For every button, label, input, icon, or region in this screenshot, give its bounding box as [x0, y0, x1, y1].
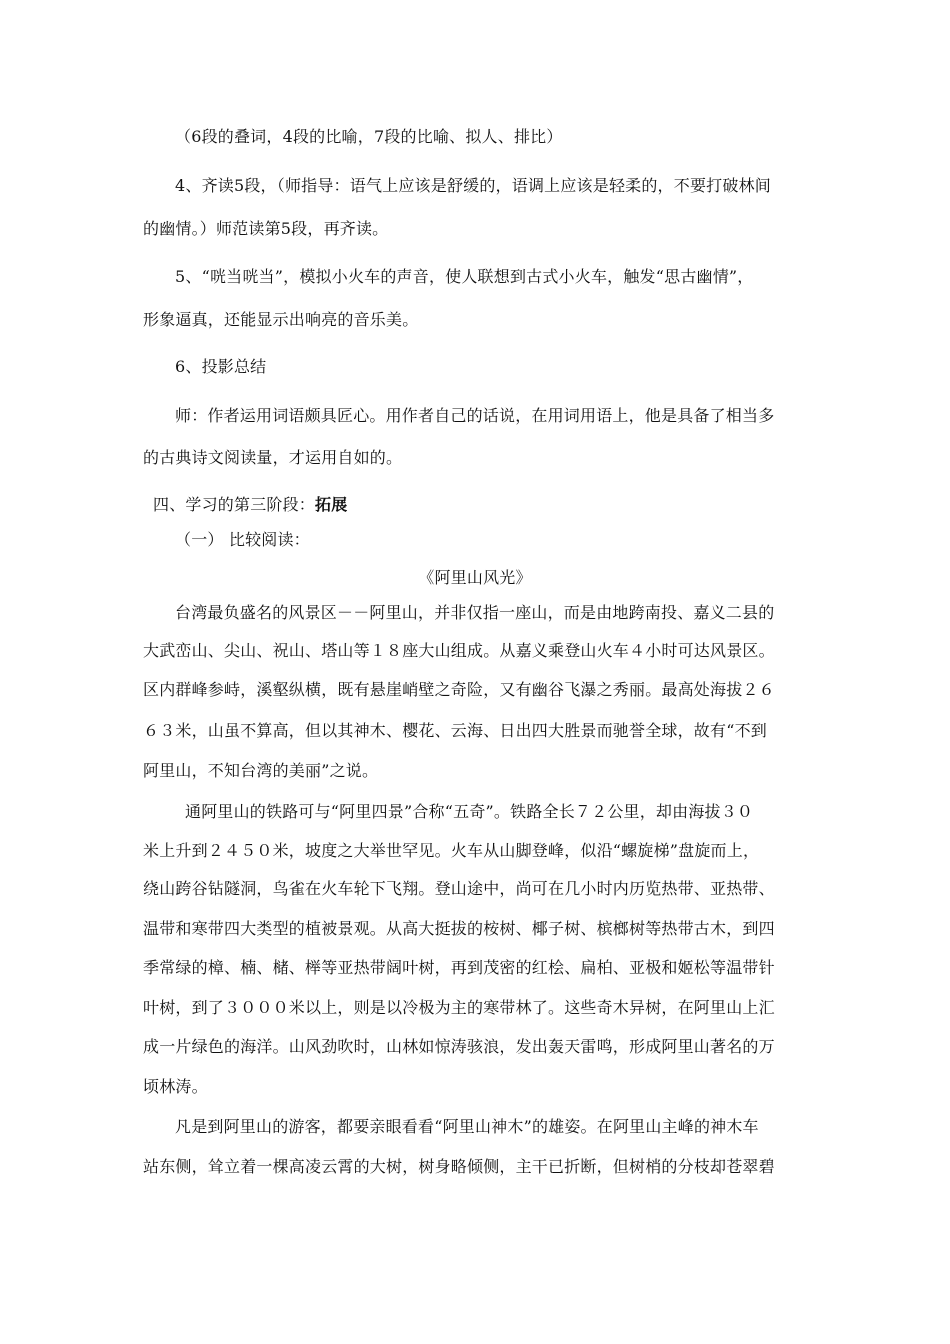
article-paragraph-2-line: 米上升到２４５０米，坡度之大举世罕见。火车从山脚登峰，似沿“螺旋梯”盘旋而上，: [143, 841, 760, 860]
step4-line-2: 的幽情。）师范读第5段，再齐读。: [143, 219, 389, 238]
article-paragraph-3-line: 站东侧，耸立着一棵高凌云霄的大树，树身略倾侧，主干已折断，但树梢的分枝却苍翠碧: [143, 1157, 775, 1176]
step5-line-2: 形象逼真，还能显示出响亮的音乐美。: [143, 310, 419, 329]
article-paragraph-2-line: 通阿里山的铁路可与“阿里四景”合称“五奇”。铁路全长７２公里，却由海拔３０: [185, 802, 754, 821]
article-paragraph-2-line: 绕山跨谷钻隧洞，鸟雀在火车轮下飞翔。登山途中，尚可在几小时内历览热带、亚热带、: [143, 879, 775, 898]
article-paragraph-1-line: ６３米，山虽不算高，但以其神木、樱花、云海、日出四大胜景而驰誉全球，故有“不到: [143, 721, 767, 740]
article-title: 《阿里山风光》: [418, 568, 532, 587]
step5-line-1: 5、“咣当咣当”，模拟小火车的声音，使人联想到古式小火车，触发“思古幽情”，: [175, 267, 754, 286]
article-paragraph-1-line: 台湾最负盛名的风景区－－阿里山，并非仅指一座山，而是由地跨南投、嘉义二县的: [175, 603, 775, 622]
section-heading-prefix: 四、学习的第三阶段：: [153, 495, 316, 514]
sub-heading-comparative-reading: （一） 比较阅读：: [175, 530, 310, 549]
section-heading: [153, 494, 347, 516]
rhetoric-devices-note: （6段的叠词，4段的比喻，7段的比喻、拟人、排比）: [175, 127, 563, 146]
section-heading-keyword: 拓展: [315, 495, 348, 514]
article-paragraph-1-line: 大武峦山、尖山、祝山、塔山等１８座大山组成。从嘉义乘登山火车４小时可达风景区。: [143, 641, 775, 660]
article-paragraph-2-line: 温带和寒带四大类型的植被景观。从高大挺拔的桉树、椰子树、槟榔树等热带古木，到四: [143, 919, 775, 938]
teacher-summary-line-1: 师：作者运用词语颇具匠心。用作者自己的话说，在用词用语上，他是具备了相当多: [175, 406, 775, 425]
step6-heading: 6、投影总结: [175, 357, 267, 376]
teacher-summary-line-2: 的古典诗文阅读量，才运用自如的。: [143, 448, 403, 467]
article-paragraph-2-line: 顷林涛。: [143, 1077, 208, 1096]
step4-line-1: 4、齐读5段，（师指导：语气上应该是舒缓的，语调上应该是轻柔的，不要打破林间: [175, 176, 771, 195]
article-paragraph-3-line: 凡是到阿里山的游客，都要亲眼看看“阿里山神木”的雄姿。在阿里山主峰的神木车: [175, 1117, 759, 1136]
article-paragraph-2-line: 成一片绿色的海洋。山风劲吹时，山林如惊涛骇浪，发出轰天雷鸣，形成阿里山著名的万: [143, 1037, 775, 1056]
article-paragraph-2-line: 季常绿的樟、楠、槠、榉等亚热带阔叶树，再到茂密的红桧、扁柏、亚极和姬松等温带针: [143, 958, 775, 977]
article-paragraph-2-line: 叶树，到了３０００米以上，则是以冷极为主的寒带林了。这些奇木异树，在阿里山上汇: [143, 998, 775, 1017]
article-paragraph-1-line: 区内群峰参峙，溪壑纵横，既有悬崖峭壁之奇险，又有幽谷飞瀑之秀丽。最高处海拔２６: [143, 680, 775, 699]
article-paragraph-1-line: 阿里山，不知台湾的美丽”之说。: [143, 761, 379, 780]
